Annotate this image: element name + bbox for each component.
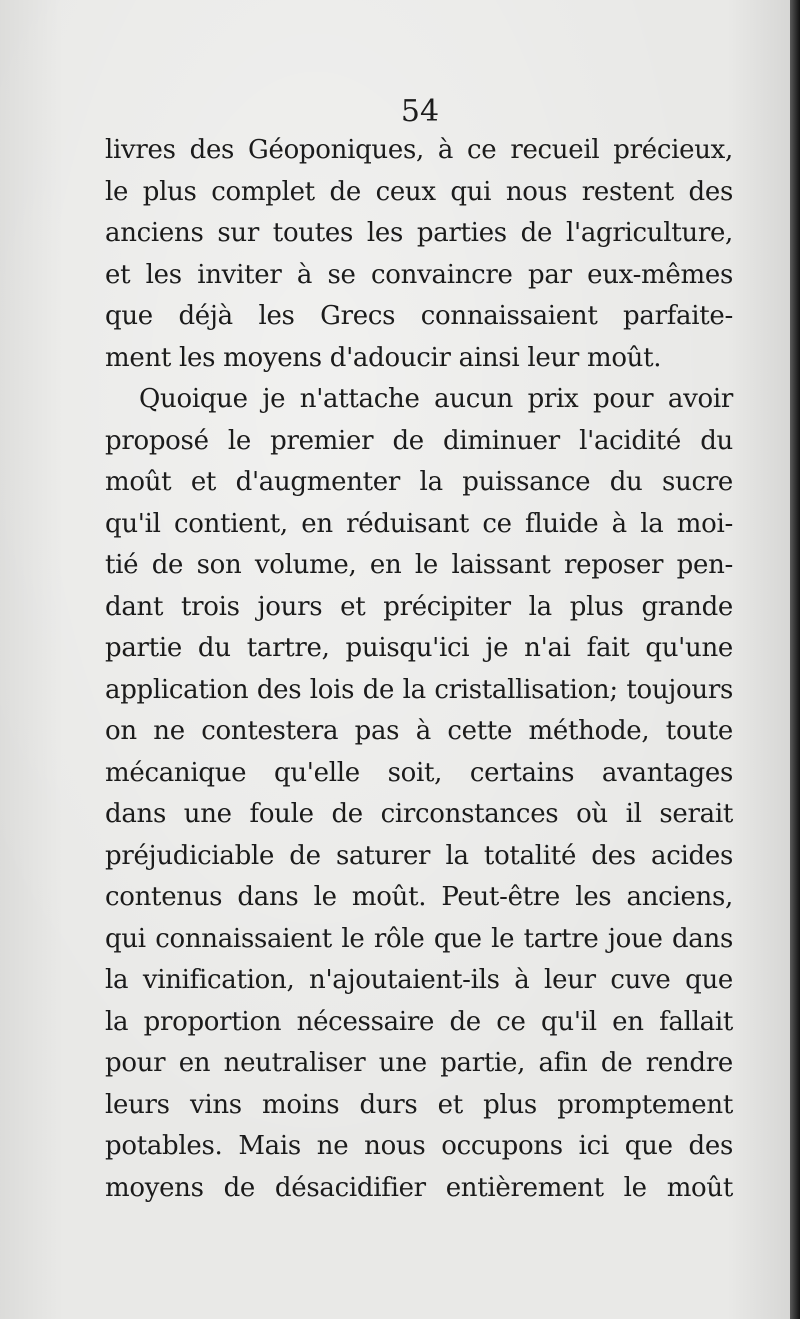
text-line: livres des Géoponiques, à ce recueil précieux, bbox=[105, 135, 733, 165]
text-line: qu'il contient, en réduisant ce fluide à la moi- bbox=[105, 508, 733, 539]
text-line: tié de son volume, en le laissant reposer pen- bbox=[105, 550, 733, 580]
text-line: partie du tartre, puisqu'ici je n'ai fait qu'une bbox=[105, 633, 733, 663]
body-text bbox=[105, 130, 733, 1209]
text-line: dant trois jours et précipiter la plus grande bbox=[105, 591, 733, 622]
text-line: dans une foule de circonstances où il serait bbox=[105, 799, 733, 829]
text-line: application des lois de la cristallisation; toujours bbox=[105, 674, 733, 705]
text-line: Quoique je n'attache aucun prix pour avoir bbox=[139, 384, 733, 414]
text-line: et les inviter à se convaincre par eux-mêmes bbox=[105, 259, 733, 290]
text-line: ment les moyens d'adoucir ainsi leur moût. bbox=[105, 342, 662, 373]
paragraph-2 bbox=[105, 379, 733, 1209]
text-line: moût et d'augmenter la puissance du sucre bbox=[105, 467, 733, 497]
text-line: proposé le premier de diminuer l'acidité du bbox=[105, 425, 733, 456]
text-line: la vinification, n'ajoutaient-ils à leur cuve que bbox=[105, 965, 733, 995]
text-line: mécanique qu'elle soit, certains avantages bbox=[105, 757, 733, 788]
text-line: la proportion nécessaire de ce qu'il en fallait bbox=[105, 1006, 733, 1037]
text-line: leurs vins moins durs et plus promptement bbox=[105, 1089, 733, 1120]
page-number: 54 bbox=[400, 94, 440, 129]
text-line: préjudiciable de saturer la totalité des acides bbox=[105, 840, 733, 871]
text-line: moyens de désacidifier entièrement le moût bbox=[105, 1172, 733, 1203]
text-line: potables. Mais ne nous occupons ici que des bbox=[105, 1131, 733, 1161]
paragraph-1 bbox=[105, 130, 733, 379]
page-edge-shadow bbox=[790, 0, 800, 1319]
text-line: pour en neutraliser une partie, afin de rendre bbox=[105, 1048, 733, 1078]
text-line: on ne contestera pas à cette méthode, toute bbox=[105, 716, 733, 746]
text-line: le plus complet de ceux qui nous restent des bbox=[105, 176, 733, 207]
text-line: que déjà les Grecs connaissaient parfaite- bbox=[105, 301, 733, 331]
text-line: contenus dans le moût. Peut-être les anciens, bbox=[105, 882, 733, 912]
text-line: qui connaissaient le rôle que le tartre joue dans bbox=[105, 923, 733, 954]
text-line: anciens sur toutes les parties de l'agriculture, bbox=[105, 218, 733, 248]
